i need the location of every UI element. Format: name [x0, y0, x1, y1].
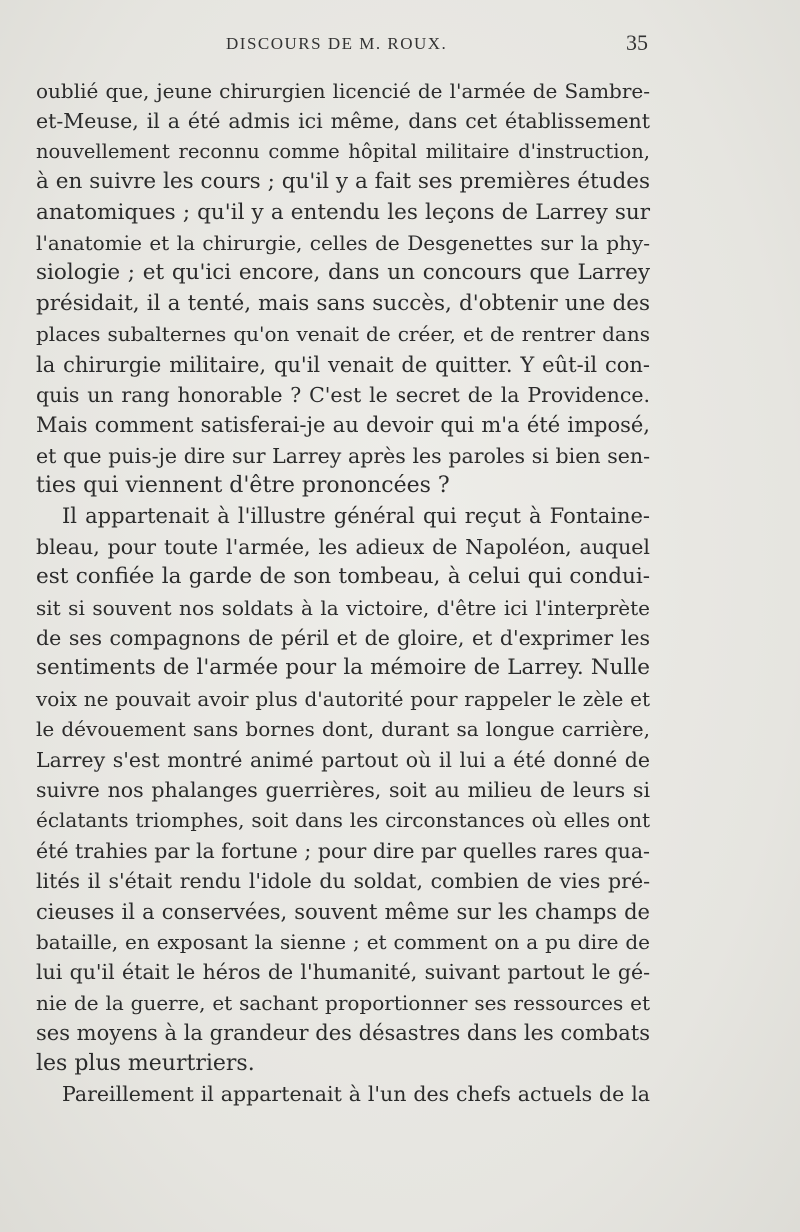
text-line: quis un rang honorable ? C'est le secret de la Providence.	[36, 382, 650, 407]
text-line: Pareillement il appartenait à l'un des chefs actuels de la	[62, 1081, 650, 1106]
text-line: places subalternes qu'on venait de créer, et de rentrer dans	[36, 322, 650, 347]
page-header	[36, 30, 648, 58]
text-line: sentiments de l'armée pour la mémoire de Larrey. Nulle	[36, 655, 650, 681]
running-head: DISCOURS DE M. ROUX.	[226, 34, 448, 53]
text-line: éclatants triomphes, soit dans les circonstances où elles ont	[36, 808, 650, 833]
text-line: suivre nos phalanges guerrières, soit au milieu de leurs si	[36, 777, 650, 802]
text-line: cieuses il a conservées, souvent même sur les champs de	[36, 899, 650, 924]
text-line: les plus meurtriers.	[36, 1050, 255, 1076]
text-line: sit si souvent nos soldats à la victoire, d'être ici l'interprète	[36, 595, 650, 620]
text-line: Il appartenait à l'illustre général qui reçut à Fontaine-	[62, 504, 650, 529]
text-line: présidait, il a tenté, mais sans succès, d'obtenir une des	[36, 290, 650, 316]
text-line: à en suivre les cours ; qu'il y a fait ses premières études	[36, 169, 650, 195]
text-line: et-Meuse, il a été admis ici même, dans cet établissement	[36, 109, 650, 134]
text-line: oublié que, jeune chirurgien licencié de l'armée de Sambre-	[36, 79, 650, 103]
text-line: la chirurgie militaire, qu'il venait de quitter. Y eût-il con-	[36, 352, 650, 377]
text-line: le dévouement sans bornes dont, durant sa longue carrière,	[36, 717, 650, 742]
text-line: voix ne pouvait avoir plus d'autorité pour rappeler le zèle et	[36, 686, 650, 711]
text-line: anatomiques ; qu'il y a entendu les leçons de Larrey sur	[36, 199, 650, 225]
text-line: Mais comment satisferai-je au devoir qui m'a été imposé,	[36, 413, 650, 438]
page-number: 35	[626, 30, 648, 55]
text-line: est confiée la garde de son tombeau, à celui qui condui-	[36, 564, 650, 590]
text-line: été trahies par la fortune ; pour dire par quelles rares qua-	[36, 838, 650, 863]
text-line: lités il s'était rendu l'idole du soldat, combien de vies pré-	[36, 869, 650, 894]
text-line: l'anatomie et la chirurgie, celles de Desgenettes sur la phy-	[36, 230, 650, 255]
text-line: bleau, pour toute l'armée, les adieux de Napoléon, auquel	[36, 534, 650, 559]
text-line: ses moyens à la grandeur des désastres dans les combats	[36, 1021, 650, 1046]
text-line: lui qu'il était le héros de l'humanité, suivant partout le gé-	[36, 960, 650, 985]
text-line: nie de la guerre, et sachant proportionner ses ressources et	[36, 990, 650, 1015]
text-line: de ses compagnons de péril et de gloire, et d'exprimer les	[36, 626, 650, 651]
text-line: siologie ; et qu'ici encore, dans un concours que Larrey	[36, 260, 650, 286]
body-text	[36, 76, 650, 1109]
text-line: et que puis-je dire sur Larrey après les paroles si bien sen-	[36, 443, 650, 468]
text-line: ties qui viennent d'être prononcées ?	[36, 473, 450, 499]
text-line: bataille, en exposant la sienne ; et comment on a pu dire de	[36, 929, 650, 954]
text-line: Larrey s'est montré animé partout où il lui a été donné de	[36, 747, 650, 772]
text-line: nouvellement reconnu comme hôpital militaire d'instruction,	[36, 139, 650, 163]
